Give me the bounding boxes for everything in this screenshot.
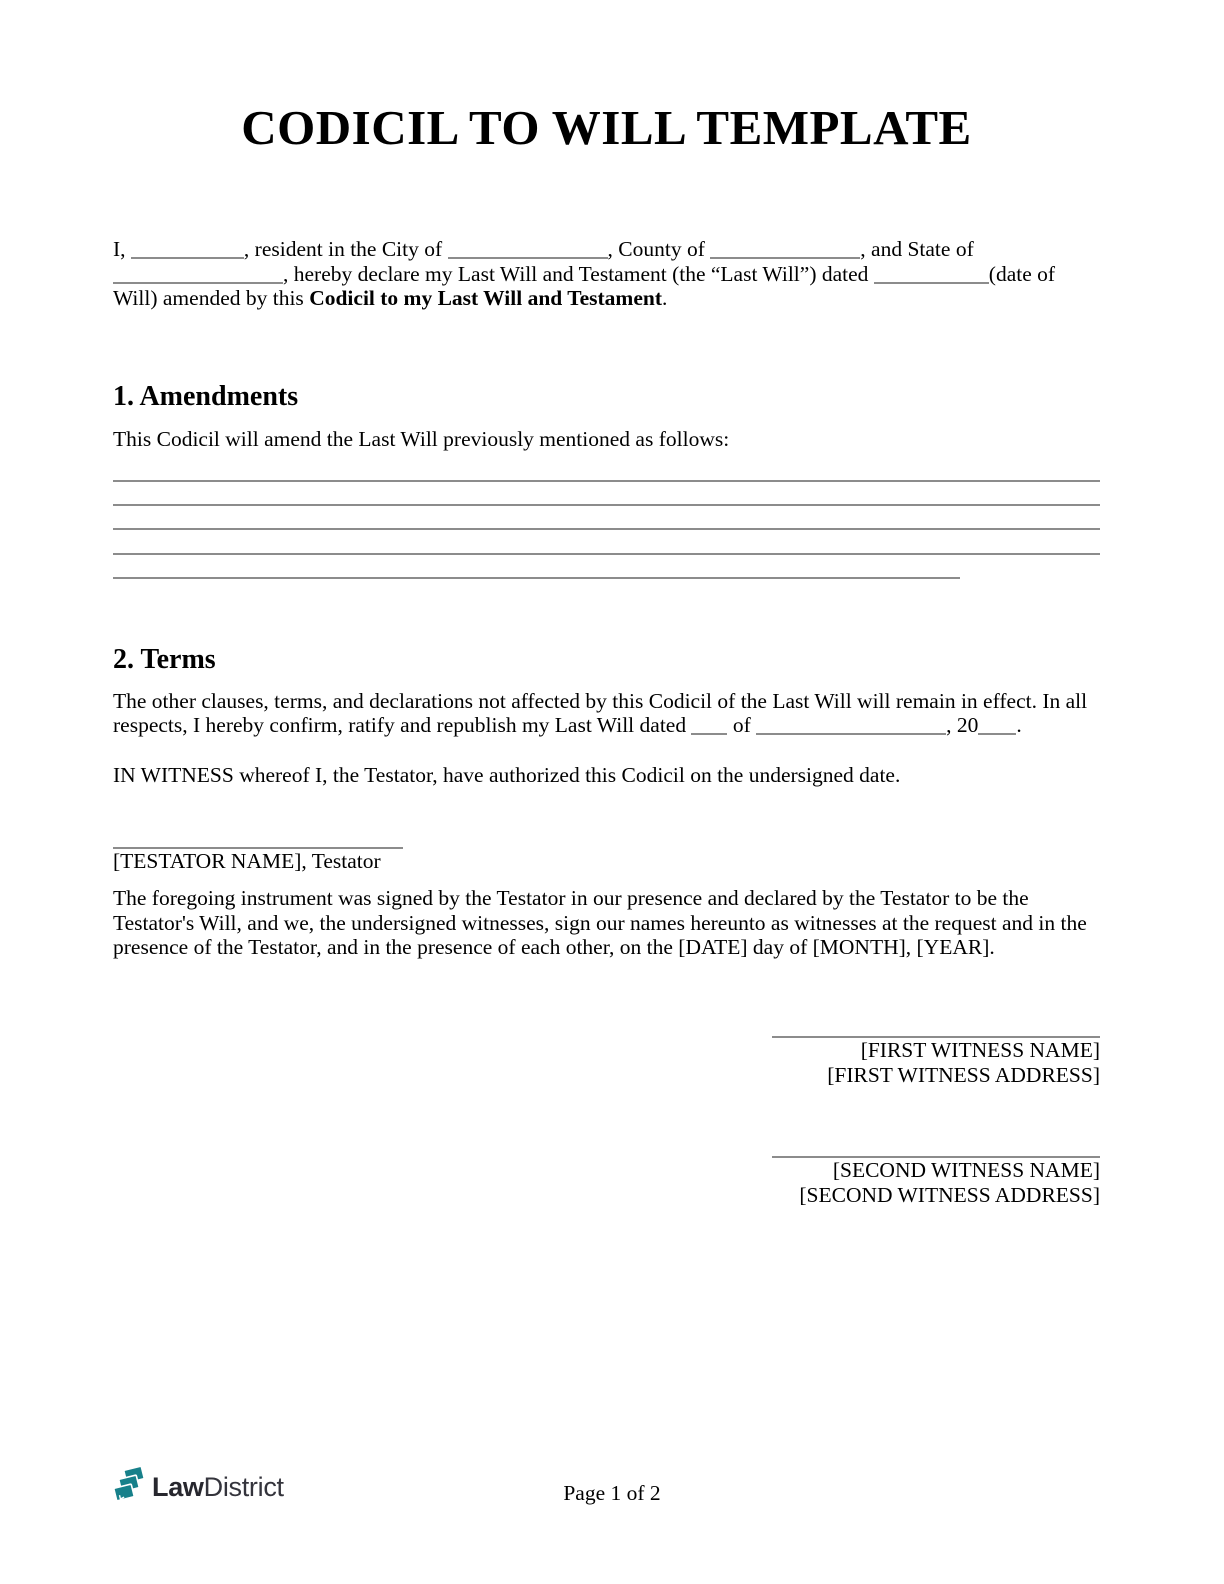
intro-paragraph: I, , resident in the City of , County of , and State of , hereby declare my Last Will and Testament (the “Last Will”) dated (date of Will) amended by this Codicil to my Last Will and Testament.	[113, 237, 1056, 311]
brand-text-law: Law	[152, 1471, 204, 1502]
fill-in-blank	[978, 729, 1016, 735]
witness-address: [SECOND WITNESS ADDRESS]	[799, 1182, 1100, 1207]
attestation-paragraph: The foregoing instrument was signed by the Testator in our presence and declared by the Testator to be the Testator's Will, and we, the undersigned witnesses, sign our names hereunto as witnesses at the request and in the presence of the Testator, and in the presence of each other, on the [DATE] day of [MONTH], [YEAR].	[113, 886, 1087, 960]
testator-signature-label: [TESTATOR NAME], Testator	[113, 848, 381, 873]
amendments-intro: This Codicil will amend the Last Will previously mentioned as follows:	[113, 426, 730, 451]
fill-in-blank	[756, 729, 946, 735]
write-in-line	[113, 482, 1100, 506]
section-heading-amendments: 1. Amendments	[113, 380, 299, 412]
fill-in-blank	[131, 253, 244, 259]
fill-in-blank	[113, 278, 283, 284]
brand-text-district: District	[203, 1471, 284, 1502]
witness-address: [FIRST WITNESS ADDRESS]	[827, 1062, 1100, 1087]
write-in-lines	[113, 457, 1100, 578]
fill-in-blank	[691, 729, 727, 735]
witness-name: [FIRST WITNESS NAME]	[860, 1038, 1100, 1063]
witness-signature-block	[113, 1012, 1100, 1087]
witness-signature-line	[772, 1012, 1100, 1038]
witness-clause: IN WITNESS whereof I, the Testator, have authorized this Codicil on the undersigned date.	[113, 763, 901, 788]
page-title: CODICIL TO WILL TEMPLATE	[241, 100, 972, 155]
testator-signature-line	[113, 823, 403, 849]
fill-in-blank	[448, 253, 608, 259]
terms-paragraph: The other clauses, terms, and declarations not affected by this Codicil of the Last Will will remain in effect. In all respects, I hereby confirm, ratify and republish my Last Will dated of , 20 .	[113, 688, 1088, 738]
section-heading-terms: 2. Terms	[113, 643, 216, 675]
write-in-line	[113, 457, 1100, 481]
document-content	[113, 0, 1100, 1207]
write-in-line	[113, 555, 960, 579]
page-number: Page 1 of 2	[563, 1481, 661, 1505]
witness-name: [SECOND WITNESS NAME]	[832, 1158, 1100, 1183]
witness-signature-line	[772, 1132, 1100, 1158]
fill-in-blank	[710, 253, 860, 259]
testator-signature-block	[113, 823, 1100, 874]
fill-in-blank	[874, 278, 989, 284]
write-in-line	[113, 506, 1100, 530]
write-in-line	[113, 530, 1100, 554]
witness-signature-block	[113, 1132, 1100, 1207]
